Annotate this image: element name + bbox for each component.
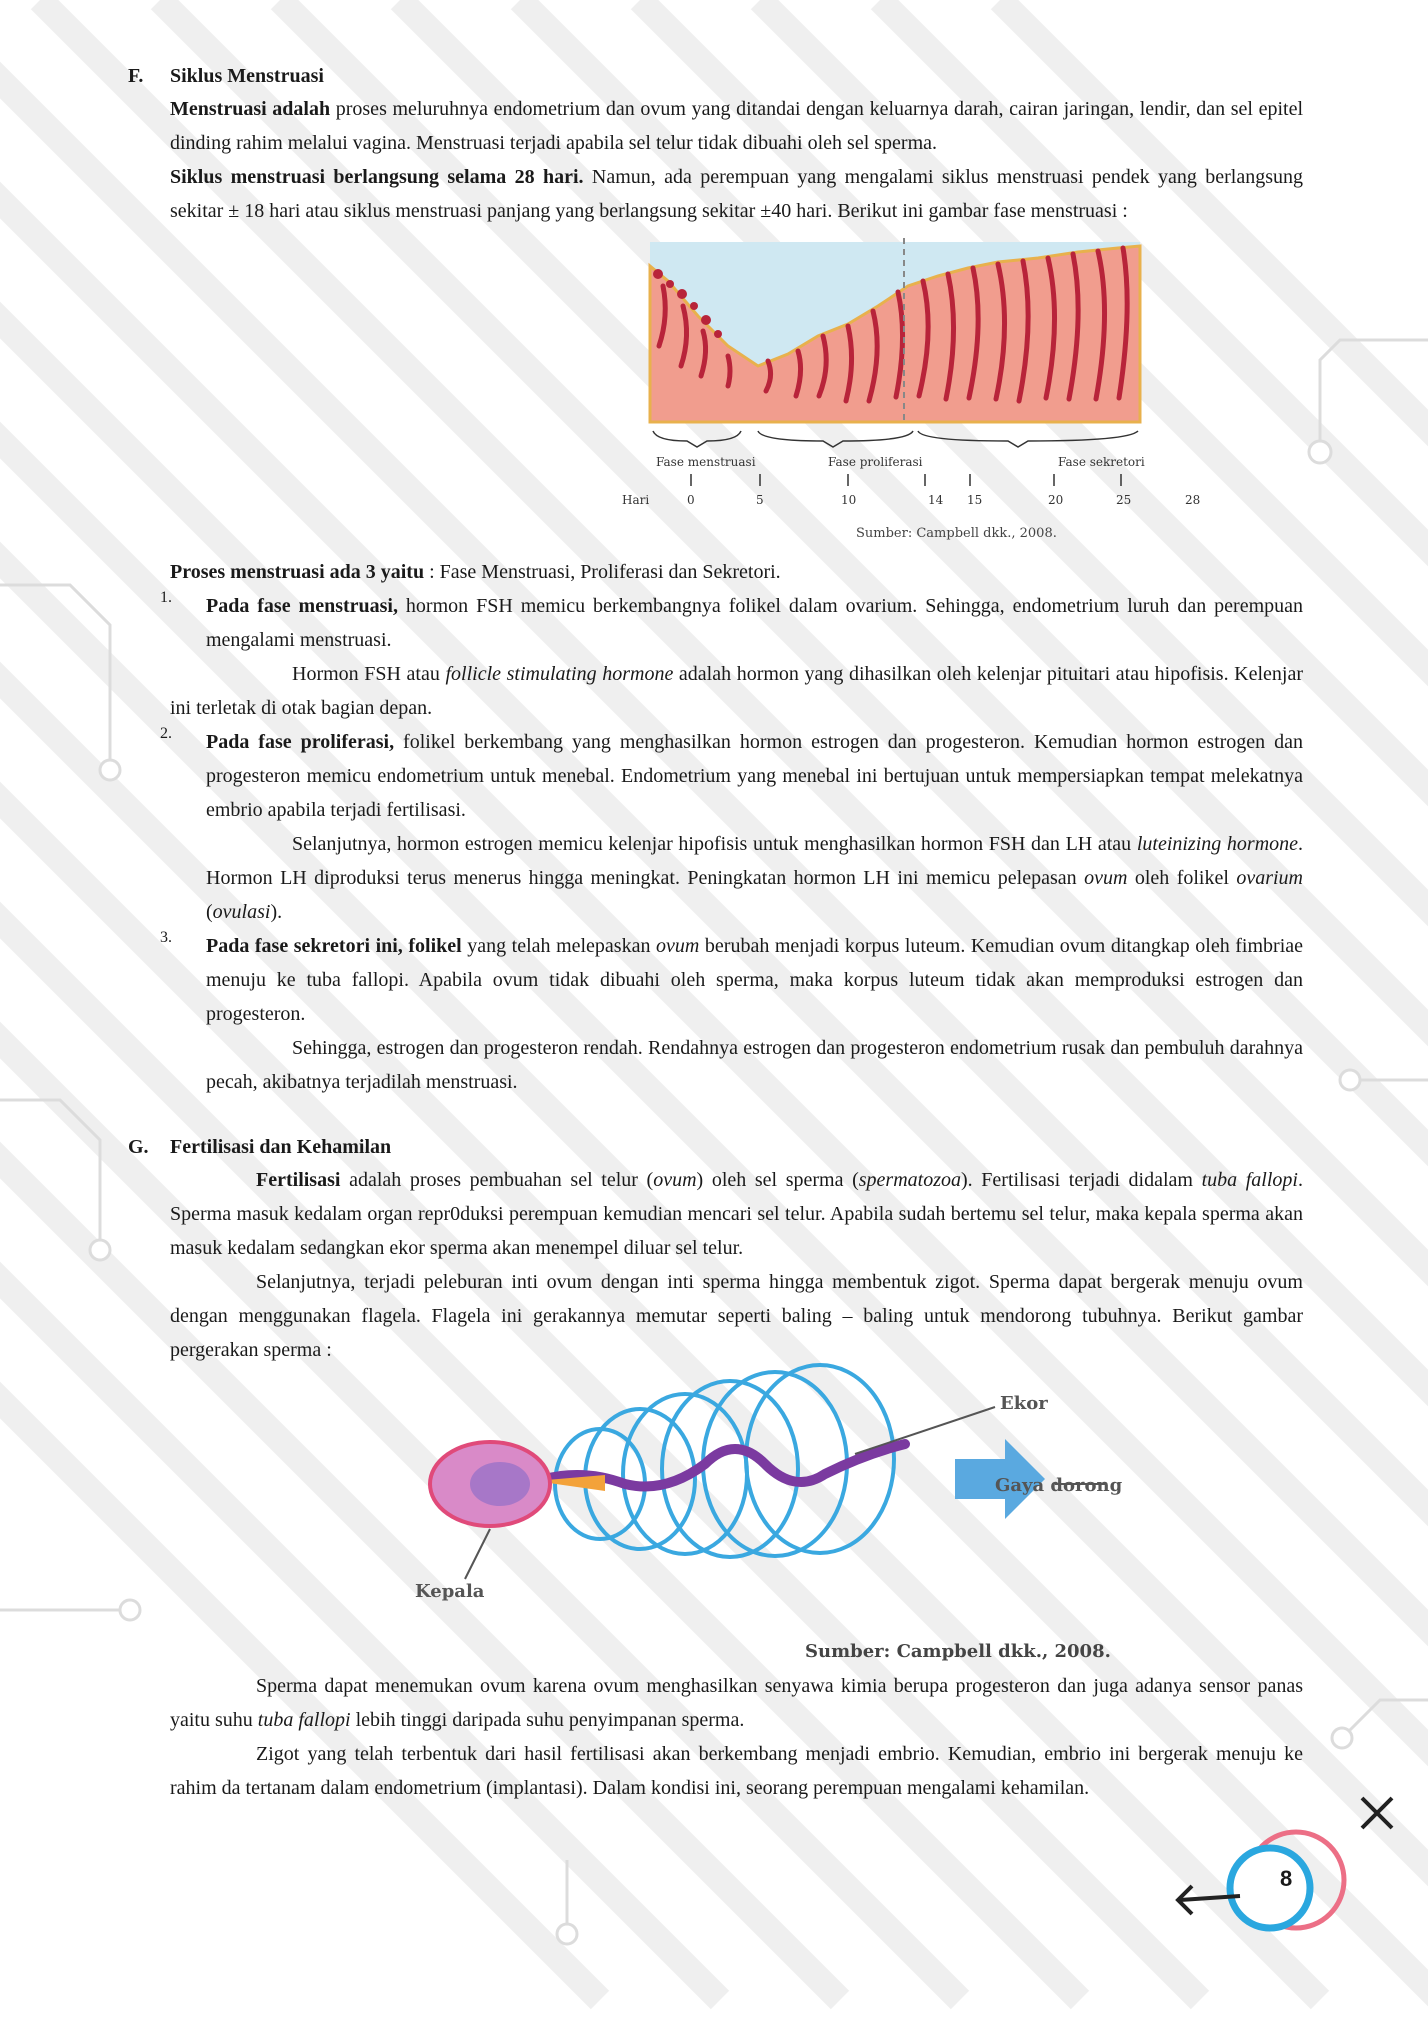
list-item-2-detail xyxy=(206,827,1303,929)
text: : Fase Menstruasi, Proliferasi dan Sekretori. xyxy=(424,561,781,583)
text: ( xyxy=(206,901,213,923)
day-axis-label: Hari xyxy=(622,493,650,507)
italic-term: luteinizing hormone xyxy=(1136,833,1299,855)
text: proses meluruhnya endometrium dan ovum yang ditandai dengan keluarnya darah, cairan jaringan, lendir, dan sel epitel dinding rahim melalui vagina. Menstruasi terjadi apabila sel telur tidak dibuahi oleh sel sperma. xyxy=(170,98,1304,154)
label-head: Kepala xyxy=(415,1581,485,1602)
text: . Sperma masuk kedalam organ repr0duksi perempuan kemudian mencari sel telur. Apabila sudah bertemu sel telur, maka kepala sperma akan masuk kedalam sedangkan ekor sperma akan menempel diluar sel telur. xyxy=(170,1169,1303,1259)
section-g-title: Fertilisasi dan Kehamilan xyxy=(170,1136,392,1158)
day-tick: 0 xyxy=(687,493,695,507)
figure-source: Sumber: Campbell dkk., 2008. xyxy=(805,1641,1111,1662)
section-g-letter: G. xyxy=(128,1136,149,1158)
list-number: 1. xyxy=(160,589,172,606)
paragraph-g2: Selanjutnya, terjadi peleburan inti ovum dengan inti sperma hingga membentuk zigot. Sperma dapat bergerak menuju ovum dengan menggunakan flagela. Flagela ini gerakannya memutar seperti baling – baling untuk mendorong tubuhnya. Berikut gambar pergerakan sperma : xyxy=(170,1271,1303,1361)
bold-term: Pada fase sekretori ini, folikel xyxy=(206,935,462,957)
text: Selanjutnya, hormon estrogen memicu kelenjar hipofisis untuk menghasilkan hormon FSH dan LH atau xyxy=(292,833,1137,855)
list-item xyxy=(160,589,1304,657)
bold-term: Pada fase menstruasi, xyxy=(206,595,398,617)
section-f-heading xyxy=(128,62,1303,90)
italic-term: ovulasi xyxy=(212,901,271,923)
page-number: 8 xyxy=(1280,1866,1293,1891)
text: . Hormon LH diproduksi terus menerus hingga meningkat. Peningkatan hormon LH ini memicu pelepasan xyxy=(206,833,1304,889)
text: adalah proses pembuahan sel telur ( xyxy=(340,1169,654,1191)
text: ). xyxy=(270,901,283,923)
list-item-1-detail xyxy=(170,657,1303,725)
text: berubah menjadi korpus luteum. Kemudian ovum ditangkap oleh fimbriae menuju ke tuba fallopi. Apabila ovum tidak dibuahi oleh sperma, maka korpus luteum tidak akan memproduksi estrogen dan progesteron. xyxy=(206,935,1304,1025)
bold-term: Fertilisasi xyxy=(256,1169,341,1191)
italic-term: spermatozoa xyxy=(858,1169,961,1191)
label-tail: Ekor xyxy=(1000,1393,1048,1414)
list-item xyxy=(160,929,1304,1099)
section-f-letter: F. xyxy=(128,65,144,87)
text: Hormon FSH atau xyxy=(292,663,446,685)
day-tick: 10 xyxy=(841,493,857,507)
list-item xyxy=(160,725,1304,929)
bold-term: Menstruasi adalah xyxy=(170,98,331,120)
label-push-force: Gaya dorong xyxy=(995,1475,1123,1496)
italic-term: ovarium xyxy=(1236,867,1304,889)
bold-term: Proses menstruasi ada 3 yaitu xyxy=(170,561,425,583)
bold-term: Pada fase proliferasi, xyxy=(206,731,395,753)
phase-label-secretory: Fase sekretori xyxy=(1058,455,1145,469)
text: Sperma dapat menemukan ovum karena ovum menghasilkan senyawa kimia berupa progesteron dan juga adanya sensor panas yaitu suhu xyxy=(170,1675,1303,1731)
list-number: 2. xyxy=(160,725,172,742)
italic-term: tuba fallopi xyxy=(1201,1169,1298,1191)
paragraph-f1 xyxy=(170,92,1303,160)
paragraph-f2 xyxy=(170,160,1303,228)
list-item-3-detail: Sehingga, estrogen dan progesteron rendah. Rendahnya estrogen dan progesteron endometrium rusak dan pembuluh darahnya pecah, akibatnya terjadilah menstruasi. xyxy=(206,1037,1303,1093)
section-g-heading xyxy=(128,1133,1303,1161)
paragraph-g3 xyxy=(170,1669,1303,1737)
italic-term: ovum xyxy=(653,1169,697,1191)
sperm-motion-figure xyxy=(415,1379,1185,1669)
page-content xyxy=(128,62,1304,1805)
list-number: 3. xyxy=(160,929,172,946)
bold-term: Siklus menstruasi berlangsung selama 28 hari. xyxy=(170,166,584,188)
text: yang telah melepaskan xyxy=(461,935,657,957)
text: adalah hormon yang dihasilkan oleh kelenjar pituitari atau hipofisis. Kelenjar ini terletak di otak bagian depan. xyxy=(170,663,1304,719)
day-tick: 5 xyxy=(756,493,764,507)
phase-label-proliferation: Fase proliferasi xyxy=(828,455,923,469)
day-tick: 15 xyxy=(967,493,983,507)
paragraph-g1 xyxy=(170,1163,1303,1265)
italic-term: ovum xyxy=(656,935,700,957)
day-tick: 28 xyxy=(1185,493,1201,507)
day-tick: 20 xyxy=(1048,493,1064,507)
italic-term: tuba fallopi xyxy=(257,1709,351,1731)
menstrual-cycle-figure xyxy=(438,236,1201,561)
text: Namun, ada perempuan yang mengalami siklus menstruasi pendek yang berlangsung sekitar ± 18 hari atau siklus menstruasi panjang yang berlangsung sekitar ±40 hari. Berikut ini gambar fase menstruasi : xyxy=(170,166,1303,222)
italic-term: ovum xyxy=(1084,867,1128,889)
menstrual-cycle-diagram xyxy=(438,236,1201,526)
phase-label-menstruation: Fase menstruasi xyxy=(656,455,756,469)
day-tick: 14 xyxy=(928,493,944,507)
sperm-motion-diagram xyxy=(415,1379,1185,1634)
text: oleh folikel xyxy=(1127,867,1237,889)
section-f-title: Siklus Menstruasi xyxy=(170,65,324,87)
italic-term: follicle stimulating hormone xyxy=(445,663,674,685)
paragraph-g4: Zigot yang telah terbentuk dari hasil fertilisasi akan berkembang menjadi embrio. Kemudian, embrio ini bergerak menuju ke rahim da tertanam dalam endometrium (implantasi). Dalam kondisi ini, seorang perempuan mengalami kehamilan. xyxy=(170,1743,1303,1799)
day-tick: 25 xyxy=(1116,493,1132,507)
text: lebih tinggi daripada suhu penyimpanan sperma. xyxy=(350,1709,745,1731)
figure-source: Sumber: Campbell dkk., 2008. xyxy=(856,526,1057,541)
text: ). Fertilisasi terjadi didalam xyxy=(961,1169,1202,1191)
text: ) oleh sel sperma ( xyxy=(696,1169,859,1191)
text: hormon FSH memicu berkembangnya folikel dalam ovarium. Sehingga, endometrium luruh dan perempuan mengalami menstruasi. xyxy=(206,595,1304,651)
text: folikel berkembang yang menghasilkan hormon estrogen dan progesteron. Kemudian hormon estrogen dan progesteron memicu endometrium untuk menebal. Endometrium yang menebal ini bertujuan untuk mempersiapkan tempat melekatnya embrio apabila terjadi fertilisasi. xyxy=(206,731,1304,821)
